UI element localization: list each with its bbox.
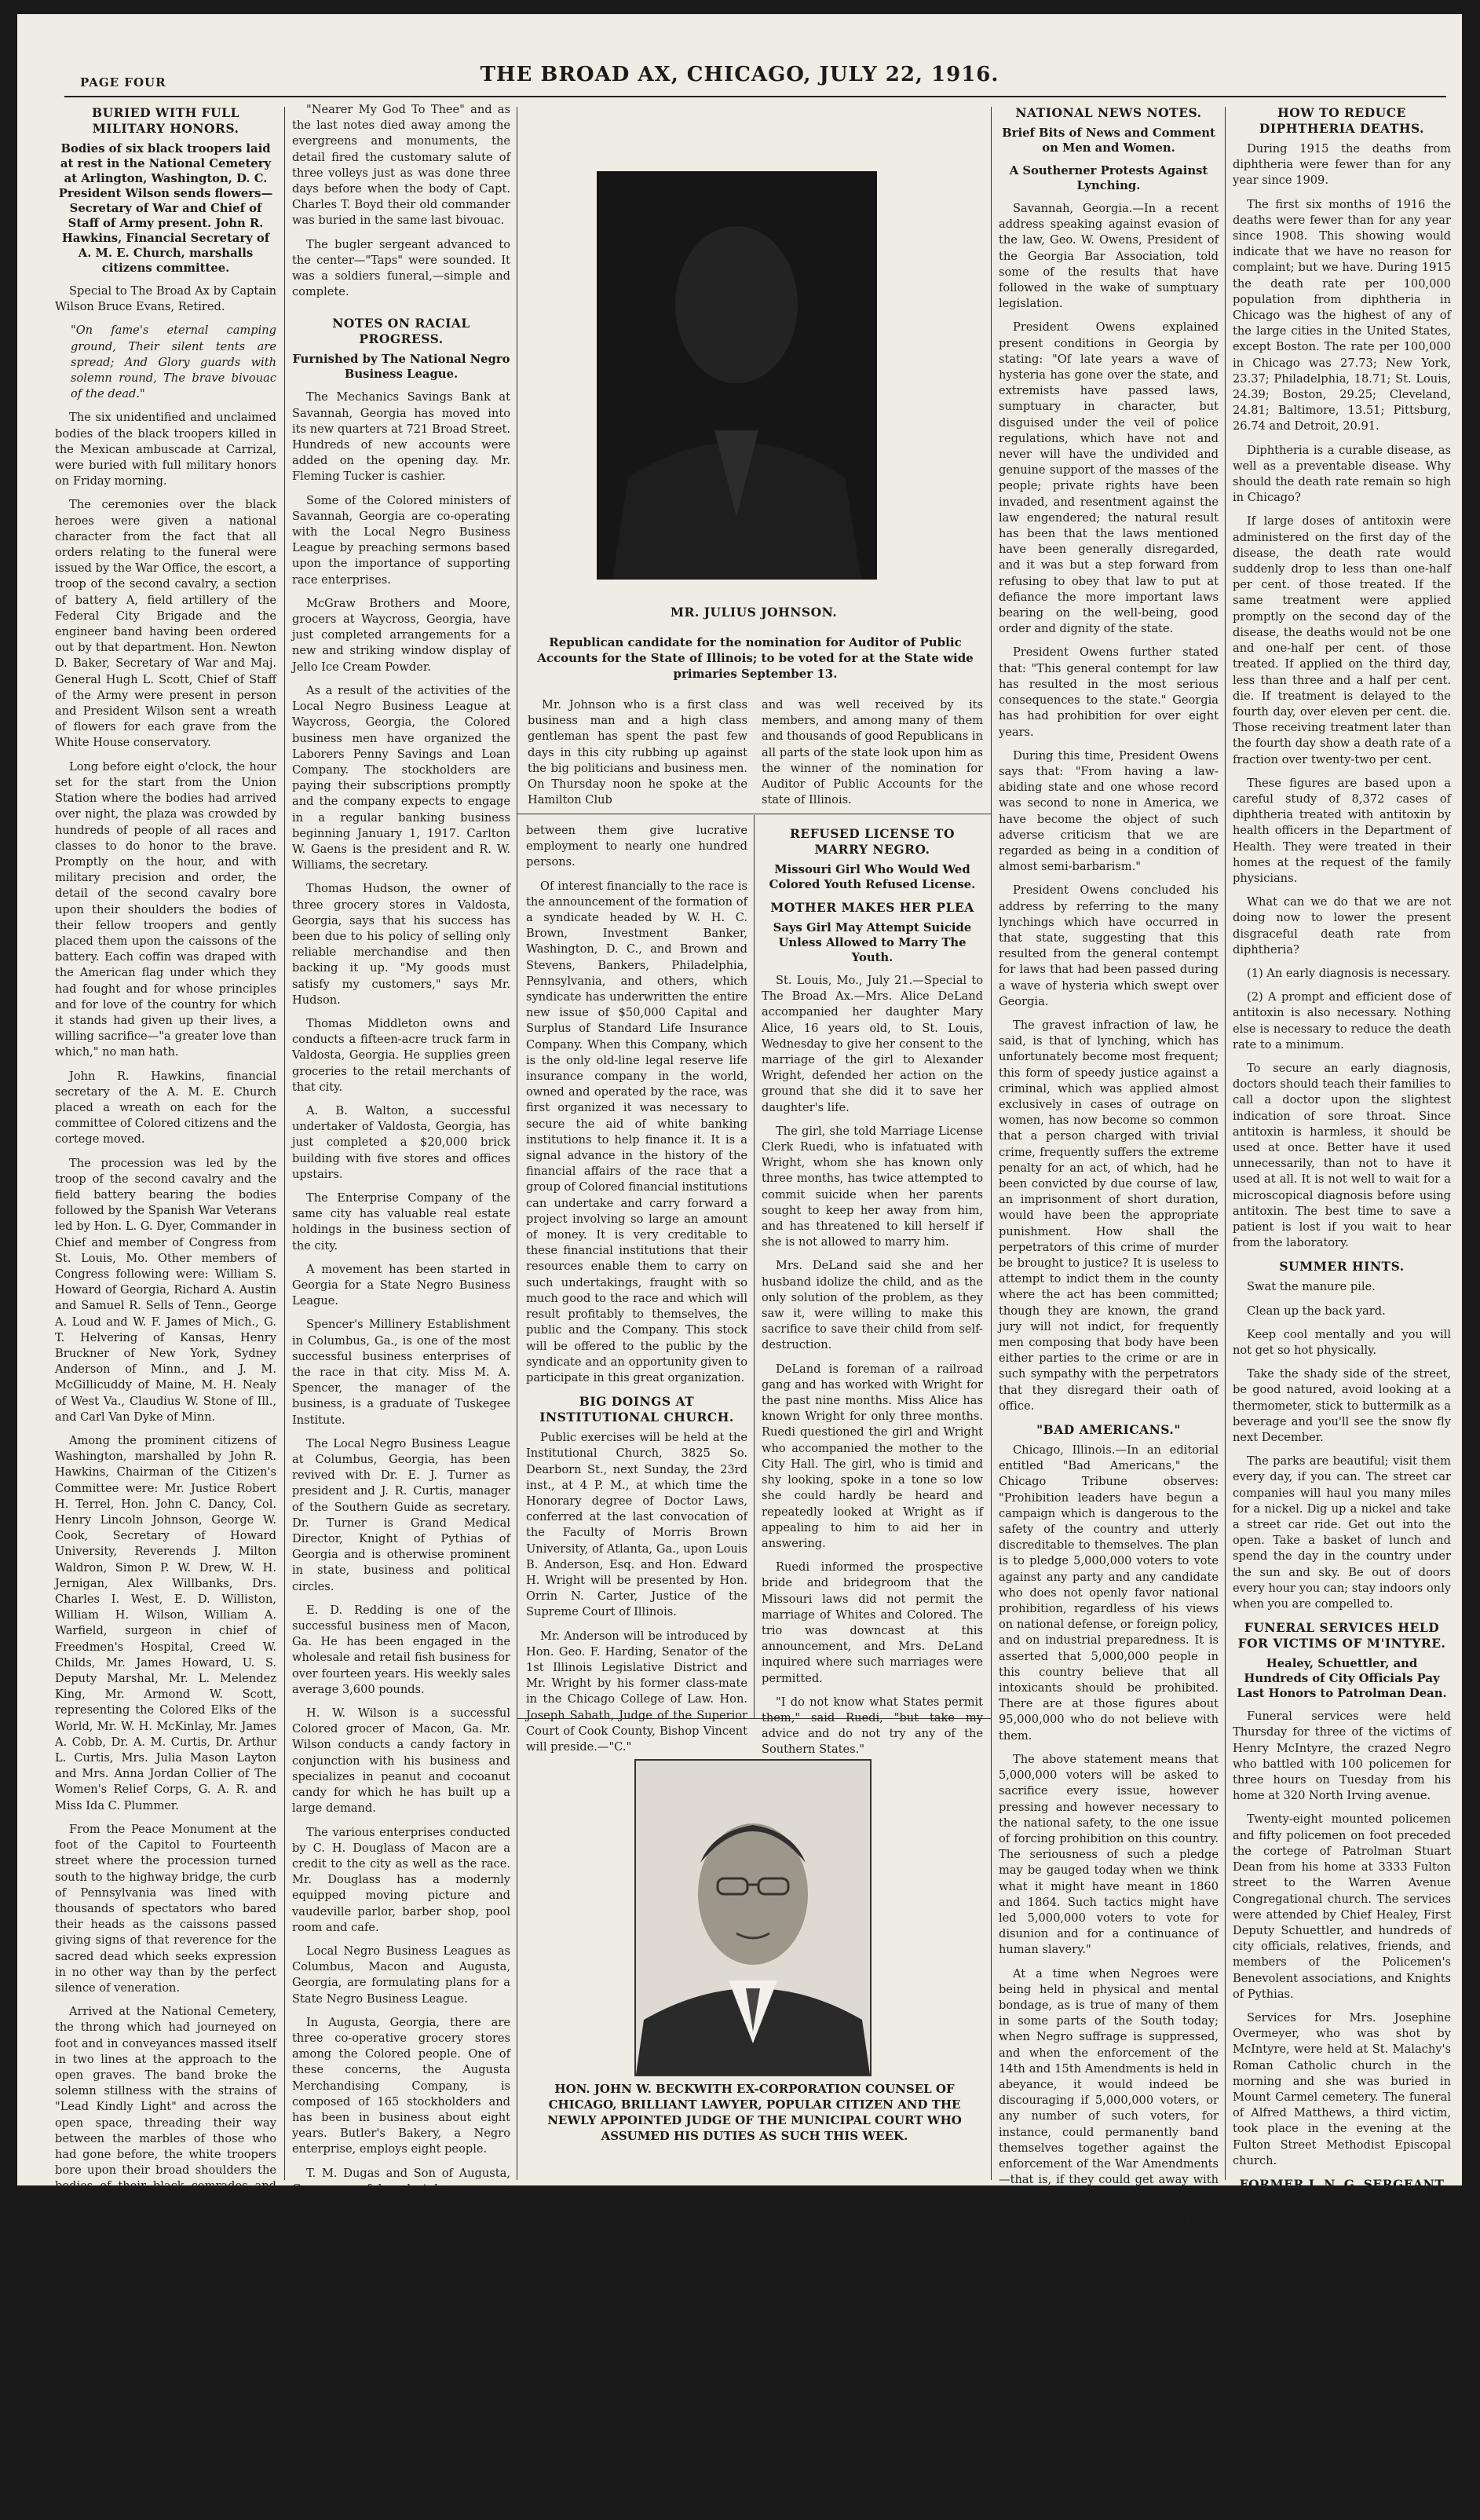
- portrait-caption: Republican candidate for the nomination for Auditor of Public Accounts for the State of Illinois; to be voted for at the State wide primaries September 13.: [537, 635, 974, 681]
- deck: Missouri Girl Who Would Wed Colored Youth Refused License.: [769, 863, 976, 891]
- headline: NOTES ON RACIAL PROGRESS.: [332, 316, 470, 347]
- deck: Furnished by The National Negro Business League.: [292, 353, 510, 382]
- paragraph: Thomas Hudson, the owner of three grocery stores in Valdosta, Georgia, says that his success has been due to his policy of selling only reliable merchandise and then backing it up. "My goods must satisfy my customers," says Mr. Hudson.: [292, 882, 510, 1007]
- paragraph: During this time, President Owens says that: "From having a law-abiding state and one whose record was second to none in America, we have become the object of such adverse criticism that we are regarded as being in a condition of almost semi-barbarism.": [999, 748, 1219, 874]
- paragraph: From the Peace Monument at the foot of the Capitol to Fourteenth street where the procession turned south to the highway bridge, the curb of Pennsylvania was lined with thousands of spectators who bared their heads as the caissons passed giving signs of that reverence for the sacred dead which seeks expression in no other way than by the perfect silence of veneration.: [55, 1822, 276, 1995]
- headline: "BAD AMERICANS.": [1036, 1422, 1181, 1438]
- paragraph: In Augusta, Georgia, there are three co-operative grocery stores among the Colored people. One of these concerns, the Augusta Merchandising Company, is composed of 165 stockholders and has been in business about eight years. Butler's Bakery, a Negro enterprise, employs eight people.: [292, 2015, 510, 2156]
- paragraph: Of interest financially to the race is the announcement of the formation of a syndicate headed by W. H. C. Brown, Investment Banker, Washington, D. C., and Brown and Stevens, Bankers, Philadelphia, Pennsylvania, and others, which syndicate has underwritten the entire new issue of $50,000 Capital and Surplus of Standard Life Insurance Company. When this Company, which is the only old-line legal reserve life insurance company in the world, owned and operated by the race, was first organized it was necessary to secure the aid of white banking institutions to help finance it. It is a signal advance in the history of the financial affairs of the race that a group of Colored financial institutions can undertake and carry forward a project involving so large an amount of money. It is very creditable to these financial institutions that their resources enable them to carry on such undertakings, fraught with so much good to the race and which will result profitably to themselves, the public and the Company. This stock will be offered to the public by the syndicate and an opportunity given to participate in this great organization.: [526, 879, 747, 1384]
- paragraph: The parks are beautiful; visit them every day, if you can. The street car companies will haul you many miles for a nickel. Dig up a nickel and take a street car ride. Get out into the open. Take a basket of lunch and spend the day in the country under the sun and sky. Be out of doors every hour you can; stay indoors only when you are compelled to.: [1233, 1454, 1451, 1611]
- paragraph: Among the prominent citizens of Washington, marshalled by John R. Hawkins, Chairman of the Citizen's Committee were: Mr. Justice Robert H. Terrel, Hon. John C. Dancy, Col. Henry Lincoln Johnson, George W. Cook, Secretary of Howard University, Reverends J. Milton Waldron, Simon P. W. Drew, W. H. Jernigan, Alex Willbanks, Drs. Charles I. West, E. D. Williston, William H. Wilson, William A. Warfield, surgeon in chief of Freedmen's Hospital, Creed W. Childs, Mr. James Howard, U. S. Deputy Marshal, Mr. L. Melendez King, Mr. Armond W. Scott, representing the Colored Elks of the World, Mr. W. H. McKinlay, Mr. James A. Cobb, Dr. A. M. Curtis, Dr. Arthur L. Curtis, Mrs. Julia Mason Layton and Mrs. Anna Jordan Collier of The Women's Relief Corps, G. A. R. and Miss Ida C. Plummer.: [55, 1434, 276, 1812]
- headline: ALPHA SUFFRAGE CLUB.: [1017, 2211, 1200, 2227]
- paragraph: Spencer's Millinery Establishment in Columbus, Ga., is one of the most successful business enterprises of the race in that city. Miss M. A. Spencer, the manager of the business, is a graduate of Tuskegee Institute.: [292, 1318, 510, 1427]
- portrait-image: [636, 1761, 870, 2075]
- masthead-rule: [64, 96, 1446, 97]
- paragraph: Some of the Colored ministers of Savannah, Georgia are co-operating with the Local Negro Business League by preaching sermons based upon the importance of supporting race enterprises.: [292, 493, 510, 587]
- paragraph: President Owens further stated that: "This general contempt for law has resulted in the most serious consequences to the state." Georgia has had prohibition for over eight years.: [999, 646, 1219, 739]
- paragraph: "I do not know what States permit them," said Ruedi, "but take my advice and do not try any of the Southern States.": [762, 1695, 983, 1757]
- paragraph: (1) An early diagnosis is necessary.: [1247, 966, 1451, 980]
- page-number: PAGE FOUR: [80, 75, 166, 90]
- paragraph: Thomas Middleton owns and conducts a fifteen-acre truck farm in Valdosta, Georgia. He supplies green groceries to the retail merchants of that city.: [292, 1016, 510, 1094]
- poem: "On fame's eternal camping ground, Their silent tents are spread; And Glory guards with solemn round, The brave bivouac of the dead.": [71, 324, 276, 401]
- signature: Mrs. Ida B. Wells Barnett, Pres.: [1034, 2463, 1219, 2477]
- paragraph: "Nearer My God To Thee" and as the last notes died away among the evergreens and monuments, the detail fired the customary salute of three volleys just as was done three days before when the body of Capt. Charles T. Boyd their old commander was buried in the same last bivouac.: [292, 103, 510, 228]
- paragraph: Take the shady side of the street, be good natured, avoid looking at a thermometer, stick to buttermilk as a beverage and you'll see the snow fly next December.: [1233, 1367, 1451, 1445]
- column-rule: [1225, 107, 1226, 2180]
- paragraph: These figures are based upon a careful study of 8,372 cases of diphtheria treated with antitoxin by health officers in the Department of Health. They were treated in their homes at the request of the family physicians.: [1233, 776, 1451, 885]
- column-rule: [754, 815, 755, 1718]
- paragraph: The bodies placed, the troopers lined in front of the people. Every head was bared as Chaplain G. Livingstone Bayard of the U. S. Navy stepping from the side of the War Secretary and the Chief of Staff, advanced to the center of the six open graves, reading as he walked in clear and vibrant voice—"I am the resurrection and the life"—that beautiful and sublime burial service of the Episcopal Church whose soul subduing pathos was evidenced in the misty eyes of all when the—"earth to earth, ashes to ashes, dust to dust" was said with the lowering of each to his long home. The band played: [55, 2251, 276, 2518]
- article-standard-life: [526, 823, 747, 1754]
- johnson-text-right: [762, 697, 983, 807]
- paragraph: Funeral services were held Thursday for three of the victims of Henry McIntyre, the crazed Negro who battled with 100 policemen for three hours on Tuesday from his home at 320 North Irving avenue.: [1233, 1710, 1451, 1803]
- newspaper-page: [17, 14, 1462, 2518]
- paragraph: Local Negro Business Leagues as Columbus, Macon and Augusta, Georgia, are formulating plans for a State Negro Business League.: [292, 1944, 510, 2006]
- paragraph: Mr. Anderson will be introduced by Hon. Geo. F. Harding, Senator of the 1st Illinois Legislative District and Mr. Wright by his former class-mate in the Chicago College of Law. Hon. Joseph Sabath, Judge of the Superior Court of Cook County, Bishop Vincent will preside.—"C.": [526, 1629, 747, 1754]
- paragraph: The girl, she told Marriage License Clerk Ruedi, who is infatuated with Wright, whom she has known only three months, has twice attempted to commit suicide when her parents sought to keep her away from him, and has threatened to kill herself if she is not allowed to marry him.: [762, 1124, 983, 1249]
- paragraph: Savannah, Georgia.—In a recent address speaking against evasion of the law, Geo. W. Owens, President of the Georgia Bar Association, told some of the results that have followed in the wake of sumptuary legislation.: [999, 202, 1219, 311]
- portrait-caption: HON. JOHN W. BECKWITH EX-CORPORATION COUNSEL OF CHICAGO, BRILLIANT LAWYER, POPULAR CITIZEN AND THE NEWLY APPOINTED JUDGE OF THE MUNICIPAL COURT WHO ASSUMED HIS DUTIES AS SUCH THIS WEEK.: [547, 2082, 962, 2143]
- article-refused-license: [762, 823, 983, 1757]
- paragraph: Services for Mrs. Josephine Overmeyer, who was shot by McIntyre, were held at St. Malachy's Roman Catholic church in the morning and she was buried in Mount Carmel cemetery. The funeral of Alfred Matthews, a third victim, took place in the evening at the Fulton Street Methodist Episcopal church.: [1233, 2010, 1451, 2167]
- paragraph: What can we do that we are not doing now to lower the present disgraceful death rate from diphtheria?: [1233, 895, 1451, 956]
- paragraph: Arrived at the National Cemetery, the throng which had journeyed on foot and in conveyances massed itself in two lines at the approach to the open graves. The band broke the solemn stillness with the strains of "Lead Kindly Light" and across the open space, threading their way between the marbles of those who had gone before, the white troopers bore upon their broad shoulders the bodies of their black comrades and tenderly deposited them, each over his own grave—the tent whose flap ne'er swings outward.: [55, 2005, 276, 2240]
- paragraph: Diphtheria is a curable disease, as well as a preventable disease. Why should the death rate remain so high in Chicago?: [1233, 443, 1451, 505]
- article-national-news: [999, 102, 1219, 2477]
- portrait-image: [597, 171, 877, 580]
- headline: FORMER I. N. G. SERGEANT STOLE PISTOL TO ROB.: [1239, 2176, 1445, 2207]
- article-racial-progress: [292, 102, 510, 2346]
- column-rule: [991, 107, 992, 2180]
- subheadline: A Southerner Protests Against Lynching.: [1009, 164, 1208, 192]
- byline: Special to The Broad Ax by Captain Wilson Bruce Evans, Retired.: [55, 284, 276, 314]
- headline: BURIED WITH FULL MILITARY HONORS.: [92, 105, 239, 136]
- paragraph: Clean up the back yard.: [1247, 1304, 1386, 1318]
- paragraph: John R. Hawkins, financial secretary of the A. M. E. Church placed a wreath on each for the committee of Colored citizens and the cortege moved.: [55, 1069, 276, 1147]
- paragraph: The above statement means that 5,000,000 voters will be asked to sacrifice every issue, however pressing and however necessary to the national safety, to the one issue of forcing prohibition on this country. The seriousness of such a pledge may be gauged today when we think what it might have meant in 1860 and 1864. Such tactics might have led 5,000,000 voters to vote for disunion and for a continuance of human slavery.": [999, 1752, 1219, 1957]
- article-military-honors: [55, 102, 277, 2518]
- headline: HOW TO REDUCE DIPHTHERIA DEATHS.: [1259, 105, 1425, 136]
- paragraph: E. D. Redding is one of the successful business men of Macon, Ga. He has been engaged in the wholesale and retail fish business for over fourteen years. His weekly sales average 3,600 pounds.: [292, 1603, 510, 1696]
- paragraph: At a time when Negroes were being held in physical and mental bondage, as is true of many of them in some parts of the South today; when Negro suffrage is suppressed, and when the enforcement of the 14th and 15th Amendments is held in abeyance, it would indeed be discouraging if 5,000,000 voters, or any number of such voters, for instance, could permanently band themselves together against the enforcement of the War Amendments—that is, if they could get away with it!: [999, 1966, 1219, 2203]
- paragraph: Twenty-eight mounted policemen and fifty policemen on foot preceded the cortege of Patrolman Stuart Dean from his home at 3333 Fulton street to the Warren Avenue Congregational church. The services were attended by Chief Healey, First Deputy Schuettler, and hundreds of city officials, relatives, friends, and members of the Policemen's Benevolent associations, and Knights of Pythias.: [1233, 1812, 1451, 2001]
- paragraph: If large doses of antitoxin were administered on the first day of the disease, the death rate would suddenly drop to less than one-half per cent. of those treated. If the same treatment were applied promptly on the second day of the disease, the deaths would not be one and one-half per cent. of those treated. If applied on the third day, less than three and a half per cent. die. If treatment is delayed to the fourth day, over eleven per cent. die. Those receiving treatment later than the fourth day show a death rate of a fraction over twenty-two per cent.: [1233, 514, 1451, 766]
- deck: Judge Sentenced Robert E. Hall to Indeterminate Term for Holding up Druggist.: [1238, 2213, 1445, 2257]
- paragraph: (2) A prompt and efficient dose of antitoxin is also necessary. Nothing else is necessary to reduce the death rate to a minimum.: [1233, 990, 1451, 1052]
- paragraph: Robert E. Hall, who confessed that the army automatic he used in holding up five drug stores was one he stole from the First cavalry, of which he was at one time a sergeant, was sentenced to an indeterminate term at the Pontiac reformatory by Judge Barrett Thursday.: [1233, 2266, 1451, 2391]
- paragraph: T. M. Dugas and Son of Augusta, Ga., successful undertakers carry a stock, not including the three-story brick building, which is valued at $10,000.: [292, 2166, 510, 2244]
- paragraph: Mr. Johnson who is a first class business man and a high class gentleman has spent the past few days in this city rubbing up against the big politicians and business men. On Thursday noon he spoke at the Hamilton Club: [528, 698, 747, 807]
- paragraph: Public exercises will be held at the Institutional Church, 3825 So. Dearborn St., next Sunday, the 23rd inst., at 4 P. M., at which time the Honorary degree of Doctor Laws, conferred at the last convocation of the Faculty of Morris Brown University, of Atlanta, Ga., upon Louis B. Anderson, Esq. and Hon. Edward H. Wright will be presented by Hon. Orrin N. Carter, Justice of the Supreme Court of Illinois.: [526, 1431, 747, 1619]
- paragraph: During 1915 the deaths from diphtheria were fewer than for any year since 1909.: [1233, 142, 1451, 188]
- paragraph: The Mechanics Savings Bank at Savannah, Georgia has moved into its new quarters at 721 Broad Street. Hundreds of new accounts were added on the opening day. Mr. Fleming Tucker is cashier.: [292, 390, 510, 484]
- deck: Brief Bits of News and Comment on Men and Women.: [1002, 126, 1215, 155]
- paragraph: between them give lucrative employment to nearly one hundred persons.: [526, 824, 747, 869]
- paragraph: A movement has been started in Georgia for a State Negro Business League.: [292, 1262, 510, 1308]
- headline: BIG DOINGS AT INSTITUTIONAL CHURCH.: [539, 1394, 734, 1425]
- paragraph: The six unidentified and unclaimed bodies of the black troopers killed in the Mexican ambuscade at Carrizal, were buried with full military honors on Friday morning.: [55, 411, 276, 488]
- paragraph: Chicago, Illinois.—In an editorial entitled "Bad Americans," the Chicago Tribune observes: "Prohibition leaders have begun a campaign which is dangerous to the safety of the country and utterly discreditable to themselves. The plan is to pledge 5,000,000 voters to vote against any party and any candidate who does not openly favor national prohibition, regardless of his views on national defense, or foreign policy, and on industrial preparedness. It is asserted that 5,000,000 people in this country believe that all intoxicants should be prohibited. There are at those figures about 95,000,000 who do not believe with them.: [999, 1443, 1219, 1743]
- newspaper-title: THE BROAD AX, CHICAGO, JULY 22, 1916.: [480, 63, 999, 86]
- paragraph: Swat the manure pile.: [1247, 1280, 1376, 1294]
- paragraph: The first six months of 1916 the deaths were fewer than for any year since 1908. This showing would indicate that we have no reason for complaint; but we have. During 1915 the death rate per 100,000 population from diphtheria in Chicago was the highest of any of the large cities in the United States, except Boston. The rate per 100,000 in Chicago was 27.73; New York, 23.37; Philadelphia, 18.71; St. Louis, 24.39; Boston, 29.25; Cleveland, 24.81; Baltimore, 13.51; Pittsburg, 26.74 and Detroit, 20.91.: [1233, 197, 1451, 433]
- paragraph: Mrs. DeLand said she and her husband idolize the child, and as the only solution of the problem, as they saw it, were willing to make this sacrifice to save their child from self-destruction.: [762, 1259, 983, 1352]
- paragraph: As a result of the activities of the Local Negro Business League at Waycross, Georgia, the Colored business men have organized the Laborers Penny Savings and Loan Company. The stockholders are paying their subscriptions promptly and the company expects to engage in a regular banking business beginning January 1, 1917. Carlton W. Gaens is the president and R. W. Williams, the secretary.: [292, 683, 510, 872]
- headline: SUMMER HINTS.: [1279, 1259, 1405, 1275]
- paragraph: Long before eight o'clock, the hour set for the start from the Union Station where the bodies had arrived over night, the plaza was crowded by hundreds of people of all races and classes to do honor to the brave. Promptly on the hour, and with military precision and order, the detail of the second cavalry bore upon their shoulders the bodies of their fellow troopers and gently placed them upon the caissons of the battery. Each coffin was draped with the American flag under which they had fought and for whose principles and for love of the country for which it stands had given up their lives, a willing sacrifice—"a greater love than which," no man hath.: [55, 759, 276, 1059]
- column-rule: [284, 107, 285, 2180]
- paragraph: To secure an early diagnosis, doctors should teach their families to call a doctor upon the slightest indication of sore throat. Since antitoxin is harmless, it should be used at once. Better have it used unnecessarily, than not to have it used at all. It is not well to wait for a microscopical diagnosis before using antitoxin. The best time to save a patient is lost if you wait to hear from the laboratory.: [1233, 1061, 1451, 1250]
- portrait-julius-johnson: [597, 171, 877, 580]
- headline: NATIONAL NEWS NOTES.: [1015, 105, 1202, 120]
- paragraph: President Owens explained present conditions in Georgia by stating: "Of late years a wave of hysteria has gone over the state, and extremists have passed laws, sumptuary in character, but disguised under the veil of police regulations, which have not and never will have the undivided and genuine support of the masses of the people; private rights have been invaded, and resentment against the law engendered; the natural result has been that the laws mentioned have been generally disregarded, and it was but a step forward from refusing to obey that law to put at defiance the more important laws bearing on the well-being, good order and dignity of the state.: [999, 320, 1219, 636]
- portrait-john-beckwith: [634, 1759, 872, 2076]
- paragraph: President Owens concluded his address by referring to the many lynchings which have occurred in that state, suggesting that this resulted from the general contempt for laws that had been passed during a wave of hysteria which swept over Georgia.: [999, 883, 1219, 1008]
- headline: FUNERAL SERVICES HELD FOR VICTIMS OF M'INTYRE.: [1237, 1620, 1446, 1651]
- paragraph: The gravest infraction of law, he said, is that of lynching, which has unfortunately become most frequent; this form of speedy justice against a criminal, which was applied almost exclusively in cases of outrage on women, has now become so common that a person charged with trivial crime, frequently suffers the extreme penalty for an act, of which, had he been convicted by due course of law, an imprisonment of short duration, would have been the appropriate punishment. How shall the perpetrators of this crime of murder be brought to justice? It is useless to attempt to indict them in the county where the act has been committed; though they are known, the grand jury will not indict, for frequently men composing that body have been either parties to the crime or are in such sympathy with the perpetrators that they disregard their oath of office.: [999, 1018, 1219, 1413]
- paragraph: The Enterprise Company of the same city has valuable real estate holdings in the business section of the city.: [292, 1191, 510, 1253]
- paragraph: The Local Negro Business League at Columbus, Georgia, has been revived with Dr. E. J. Turner as president and J. R. Curtis, manager of the Southern Guide as secretary. Dr. Turner is Grand Medical Director, Knight of Pythias of Georgia and is otherwise prominent in state, business and political circles.: [292, 1436, 510, 1593]
- subheadline: MOTHER MAKES HER PLEA: [770, 900, 974, 915]
- headline: REFUSED LICENSE TO MARRY NEGRO.: [790, 826, 955, 857]
- paragraph: Hall was arrested after a chase of nearly a mile by Patrol Sergeant Maurice A. Crotty, who is 57 years old. The court pointed to Sergt. Crotty as an example of the value of the older men to the police force.: [1233, 2401, 1451, 2494]
- paragraph: The procession was led by the troop of the second cavalry and the field battery bearing the bodies followed by the Spanish War Veterans led by Hon. L. G. Dyer, Commander in Chief and member of Congress from St. Louis, Mo. Other members of Congress following were: William S. Howard of Georgia, Richard A. Austin and Samuel R. Sells of Tenn., George A. Loud and W. F. James of Mich., G. T. Helvering of Kansas, Henry Bruckner of New York, Sydney Anderson of Minn., and J. M. McGillicuddy of Maine, M. H. Nealy of West Va., Claudius W. Stone of Ill., and Carl Van Dyke of Minn.: [55, 1156, 276, 1424]
- portrait-name: MR. JULIUS JOHNSON.: [670, 605, 838, 620]
- paragraph: Keep cool mentally and you will not get so hot physically.: [1233, 1327, 1451, 1358]
- paragraph: McGraw Brothers and Moore, grocers at Waycross, Georgia, have just completed arrangements for a new and striking window display of Jello Ice Cream Powder.: [292, 596, 510, 674]
- deck: Healey, Schuettler, and Hundreds of City Officials Pay Last Honors to Patrolman Dean.: [1237, 1657, 1447, 1701]
- paragraph: The various enterprises conducted by C. H. Douglass of Macon are a credit to the city as well as the race. Mr. Douglass has a modernly equipped moving picture and vaudeville parlor, barber shop, pool room and cafe.: [292, 1825, 510, 1934]
- paragraph: H. W. Wilson is a successful Colored grocer of Macon, Ga. Mr. Wilson conducts a candy factory in conjunction with his business and specializes in peanut and cocoanut candy for which he has built up a large demand.: [292, 1706, 510, 1816]
- paragraph: The ceremonies over the black heroes were given a national character from the fact that all orders relating to the funeral were issued by the War Office, the escort, a troop of the second cavalry, a section of battery A, field artillery of the Federal City Brigade and the engineer band having been ordered out by that department. Hon. Newton D. Baker, Secretary of War and Maj. General Hugh L. Scott, Chief of Staff of the Army were present in person and President Wilson sent a wreath of flowers for each grave from the White House conservatory.: [55, 498, 277, 750]
- johnson-text-left: [528, 697, 747, 807]
- article-diphtheria: [1233, 102, 1451, 2494]
- paragraph: The Alpha Suffrage Club held a most successful lawn fete on the spacious lawn of the Y. W. C. A. Wednesday evening, July 19th. Many novel features were introduced and the Ways and Means Committee under the leadership of Dr. Emanuel feels that the movement was a great social as well as a financial success. Next meeting of the club will be a business one, the first Wednesday in August at the Reading Room, 3005 State St., at which time plans for annual outing will be presented.: [999, 2233, 1219, 2453]
- paragraph: A. B. Walton, a successful undertaker of Valdosta, Georgia, has just completed a $20,000 brick building with five stores and offices upstairs.: [292, 1103, 510, 1181]
- deck: Bodies of six black troopers laid at rest in the National Cemetery at Arlington, Washington, D. C. President Wilson sends flowers—Secretary of War and Chief of Staff of Army present. John R. Hawkins, Financial Secretary of A. M. E. Church, marshalls citizens committee.: [58, 142, 273, 275]
- paragraph: and was well received by its members, and among many of them and thousands of good Republicans in all parts of the state look upon him as the winner of the nomination for Auditor of Public Accounts for the state of Illinois.: [762, 698, 983, 807]
- deck: Says Girl May Attempt Suicide Unless Allowed to Marry The Youth.: [773, 921, 972, 964]
- masthead: [17, 14, 1462, 90]
- paragraph: The Pilgrim Health and Life Insurance Co., and the Georgia Mutual Insurance, of which W. S. Hornsby and Shewell respectively are managers have their home offices in Augusta, Ga., and: [292, 2253, 510, 2346]
- paragraph: Ruedi informed the prospective bride and bridegroom that the Missouri laws did not permit the marriage of Whites and Colored. The trio was downcast at this announcement, and Mrs. DeLand inquired where such marriages were permitted.: [762, 1560, 983, 1685]
- paragraph: DeLand is foreman of a railroad gang and has worked with Wright for the past nine months. Miss Alice has known Wright for only three months. Ruedi questioned the girl and Wright who accompanied the mother to the City Hall. The girl, who is timid and shy looking, spoke in a tone so low she could hardly be heard and repeatedly looked at Wright as if appealing to him to aid her in answering.: [762, 1362, 983, 1550]
- paragraph: The bugler sergeant advanced to the center—"Taps" were sounded. It was a soldiers funeral,—simple and complete.: [292, 237, 510, 299]
- paragraph: St. Louis, Mo., July 21.—Special to The Broad Ax.—Mrs. Alice DeLand accompanied her daughter Mary Alice, 16 years old, to St. Louis, Wednesday to give her consent to the marriage of the girl to Alexander Wright, defended her action on the ground that she did it to save her daughter's life.: [762, 974, 983, 1114]
